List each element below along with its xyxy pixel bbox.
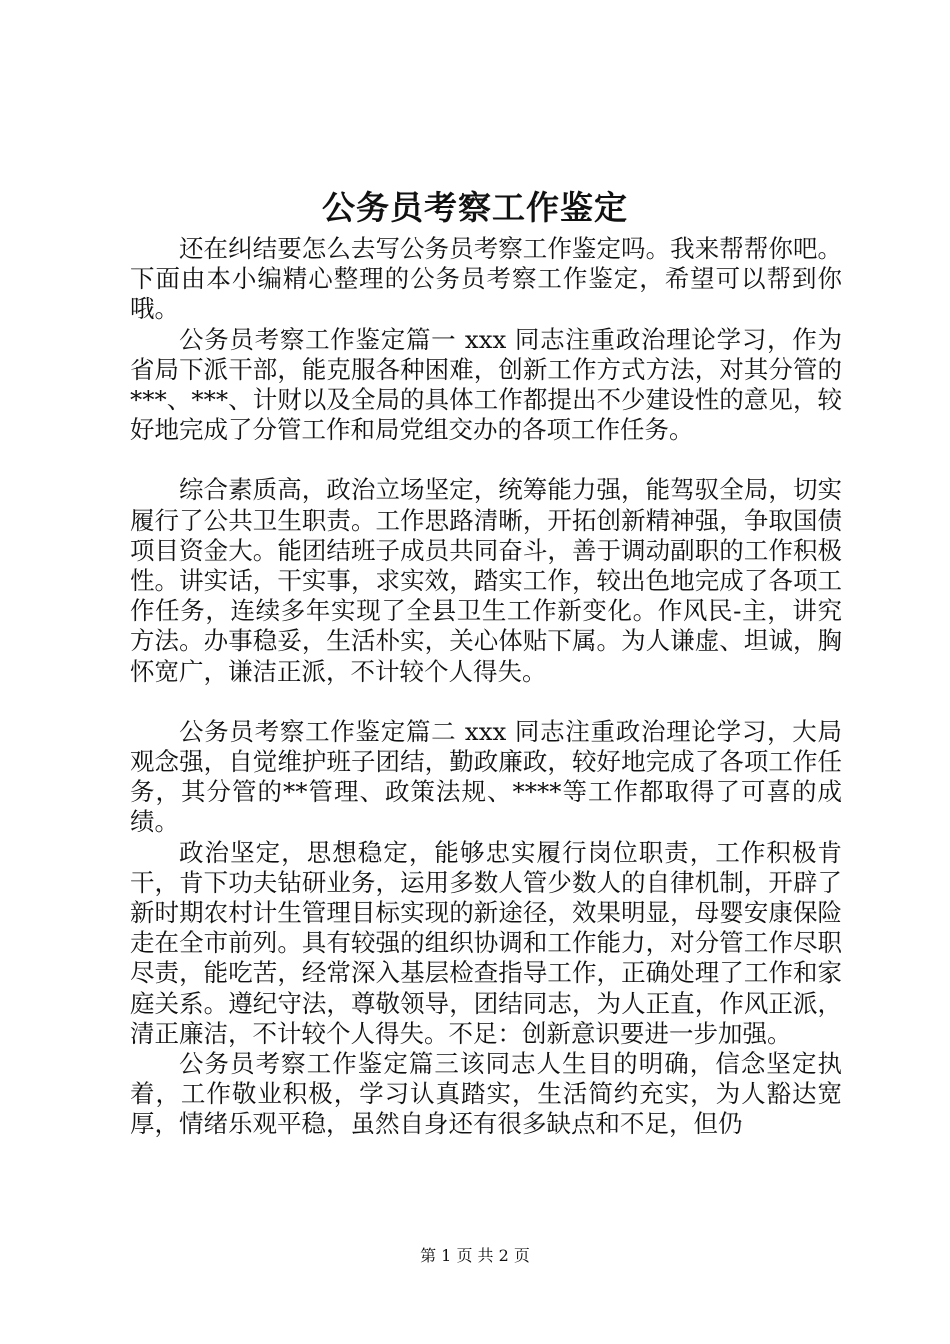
page-number-footer: 第 1 页 共 2 页 [420, 1246, 530, 1265]
paragraph-part-three: 公务员考察工作鉴定篇三该同志人生目的明确，信念坚定执着，工作敬业积极，学习认真踏实，生活简约充实，为人豁达宽厚，情绪乐观平稳，虽然自身还有很多缺点和不足，但仍 [130, 1049, 842, 1139]
paragraph-part-one: 公务员考察工作鉴定篇一 xxx 同志注重政治理论学习，作为省局下派干部，能克服各种困难，创新工作方式方法，对其分管的***、***、计财以及全局的具体工作都提出不少建设性的意见，较好地完成了分管工作和局党组交办的各项工作任务。 [130, 324, 842, 445]
document-body [130, 234, 842, 1140]
paragraph-part-two-detail: 政治坚定，思想稳定，能够忠实履行岗位职责，工作积极肯干，肯下功夫钻研业务，运用多数人管少数人的自律机制，开辟了新时期农村计生管理目标实现的新途径，效果明显，母婴安康保险走在全市前列。具有较强的组织协调和工作能力，对分管工作尽职尽责，能吃苦，经常深入基层检查指导工作，正确处理了工作和家庭关系。遵纪守法，尊敬领导，团结同志，为人正直，作风正派，清正廉洁，不计较个人得失。不足：创新意识要进一步加强。 [130, 837, 842, 1048]
paragraph-intro: 还在纠结要怎么去写公务员考察工作鉴定吗。我来帮帮你吧。下面由本小编精心整理的公务员考察工作鉴定，希望可以帮到你哦。 [130, 234, 842, 324]
paragraph-part-one-detail: 综合素质高，政治立场坚定，统筹能力强，能驾驭全局，切实履行了公共卫生职责。工作思路清晰，开拓创新精神强，争取国债项目资金大。能团结班子成员共同奋斗，善于调动副职的工作积极性。讲实话，干实事，求实效，踏实工作，较出色地完成了各项工作任务，连续多年实现了全县卫生工作新变化。作风民-主，讲究方法。办事稳妥，生活朴实，关心体贴下属。为人谦虚、坦诚，胸怀宽广，谦洁正派，不计较个人得失。 [130, 475, 842, 686]
paragraph-part-two: 公务员考察工作鉴定篇二 xxx 同志注重政治理论学习，大局观念强，自觉维护班子团结，勤政廉政，较好地完成了各项工作任务，其分管的**管理、政策法规、****等工作都取得了可喜的成绩。 [130, 716, 842, 837]
page-title: 公务员考察工作鉴定 [322, 188, 628, 227]
